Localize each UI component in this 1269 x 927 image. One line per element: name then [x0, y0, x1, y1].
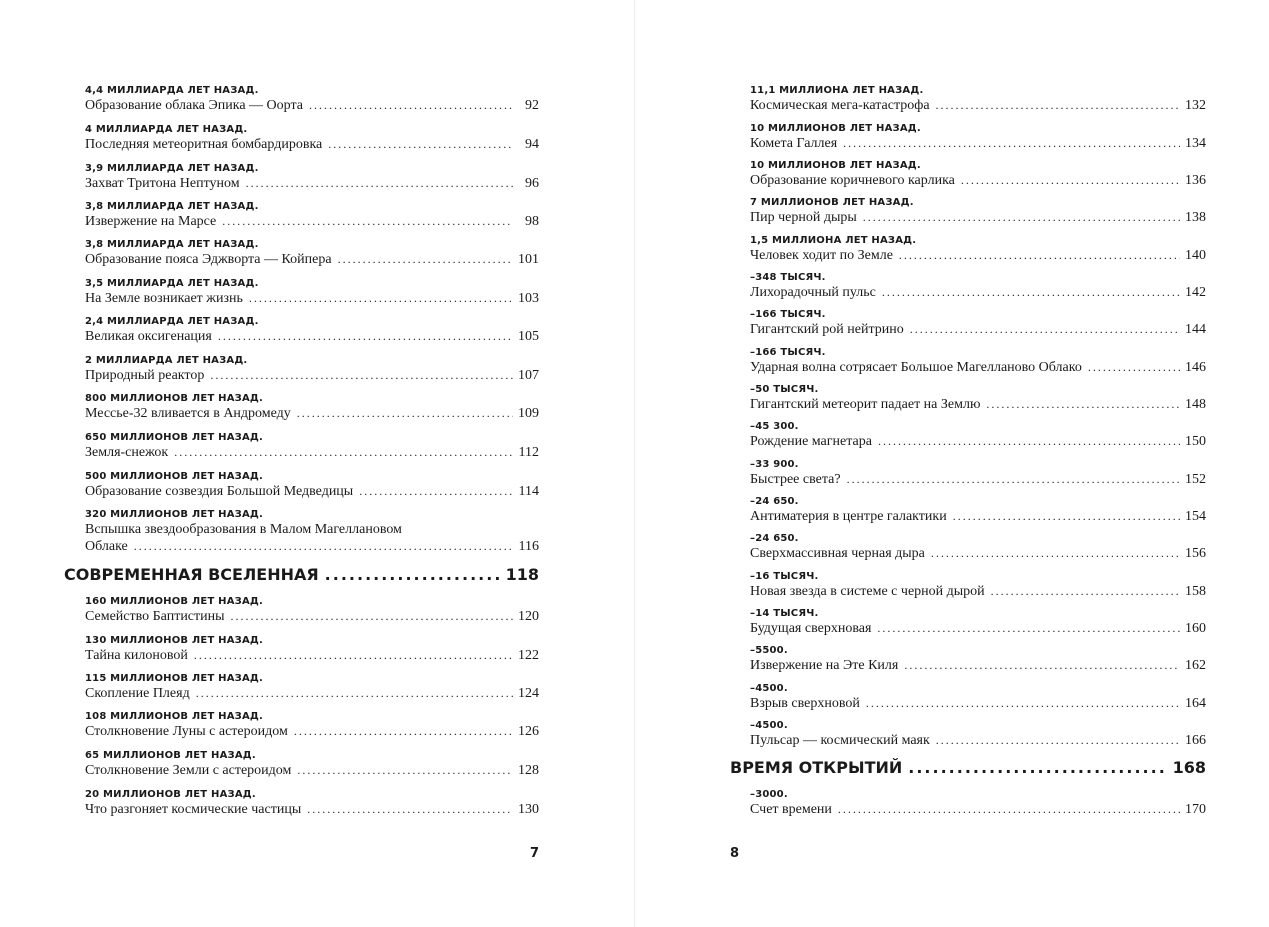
- entry-date-label: 108 МИЛЛИОНОВ ЛЕТ НАЗАД.: [85, 711, 264, 722]
- entry-title: Последняя метеоритная бомбардировка: [85, 137, 323, 152]
- entry-date-label: –348 ТЫСЯЧ.: [750, 272, 826, 283]
- entry-date-label: 2 МИЛЛИАРДА ЛЕТ НАЗАД.: [85, 355, 248, 366]
- leader-dots: [877, 620, 1180, 637]
- entry-title-line1[interactable]: Вспышка звездообразования в Малом Магеллановом: [85, 522, 402, 537]
- entry-page-number: 98: [525, 214, 539, 229]
- entry-page-number: 116: [518, 539, 539, 554]
- leader-dots: [936, 97, 1180, 114]
- leader-dots: [838, 801, 1180, 818]
- leader-dots: [196, 685, 513, 702]
- toc-link[interactable]: [750, 508, 1206, 525]
- entry-page-number: 138: [1185, 210, 1206, 225]
- toc-link[interactable]: [85, 175, 539, 192]
- toc-link[interactable]: [750, 620, 1206, 637]
- leader-dots: [953, 508, 1180, 525]
- toc-link[interactable]: [85, 538, 539, 555]
- section-title: ВРЕМЯ ОТКРЫТИЙ: [730, 758, 903, 777]
- entry-title: Земля-снежок: [85, 445, 169, 460]
- left-page: [0, 0, 634, 927]
- entry-title: Образование пояса Эджворта — Койпера: [85, 252, 332, 267]
- entry-page-number: 130: [518, 802, 539, 817]
- entry-date-label: 3,9 МИЛЛИАРДА ЛЕТ НАЗАД.: [85, 163, 259, 174]
- toc-link[interactable]: [750, 396, 1206, 413]
- entry-date-label: 10 МИЛЛИОНОВ ЛЕТ НАЗАД.: [750, 160, 921, 171]
- entry-title: Столкновение Луны с астероидом: [85, 724, 288, 739]
- toc-link[interactable]: [750, 545, 1206, 562]
- toc-entry: [85, 509, 539, 555]
- entry-date-label: 500 МИЛЛИОНОВ ЛЕТ НАЗАД.: [85, 471, 264, 482]
- toc-entry: [750, 683, 1206, 712]
- toc-link[interactable]: [85, 801, 539, 818]
- entry-title: Тайна килоновой: [85, 648, 188, 663]
- toc-link[interactable]: [85, 251, 539, 268]
- leader-dots: [866, 695, 1180, 712]
- entry-page-number: 96: [525, 176, 539, 191]
- entry-page-number: 140: [1185, 248, 1206, 263]
- entry-page-number: 148: [1185, 397, 1206, 412]
- leader-dots: [297, 405, 513, 422]
- leader-dots: [174, 444, 513, 461]
- entry-date-label: 11,1 МИЛЛИОНА ЛЕТ НАЗАД.: [750, 85, 924, 96]
- leader-dots: [899, 247, 1180, 264]
- toc-link[interactable]: [750, 135, 1206, 152]
- toc-link[interactable]: [750, 209, 1206, 226]
- toc-link[interactable]: [750, 247, 1206, 264]
- toc-entry: [85, 673, 539, 702]
- leader-dots: [338, 251, 513, 268]
- leader-dots: [294, 723, 513, 740]
- entry-title: Извержение на Марсе: [85, 214, 217, 229]
- toc-entry: [750, 197, 1206, 226]
- toc-entry: [85, 789, 539, 818]
- entry-page-number: 152: [1185, 472, 1206, 487]
- entry-page-number: 166: [1185, 733, 1206, 748]
- entry-date-label: 10 МИЛЛИОНОВ ЛЕТ НАЗАД.: [750, 123, 921, 134]
- entry-date-label: 3,5 МИЛЛИАРДА ЛЕТ НАЗАД.: [85, 278, 259, 289]
- toc-entry: [750, 160, 1206, 189]
- toc-entry: [85, 201, 539, 230]
- leader-dots: [328, 136, 513, 153]
- toc-link[interactable]: [750, 97, 1206, 114]
- entry-title: Мессье-32 вливается в Андромеду: [85, 406, 291, 421]
- toc-entry: [85, 471, 539, 500]
- leader-dots: [222, 213, 513, 230]
- entry-title: Лихорадочный пульс: [750, 285, 876, 300]
- entry-title: Рождение магнетара: [750, 434, 872, 449]
- entry-title: Великая оксигенация: [85, 329, 212, 344]
- toc-entry: [750, 720, 1206, 749]
- leader-dots: [910, 321, 1180, 338]
- entry-page-number: 103: [518, 291, 539, 306]
- toc-link[interactable]: [750, 732, 1206, 749]
- toc-link[interactable]: [85, 444, 539, 461]
- leader-dots: [231, 608, 513, 625]
- entry-date-label: –3000.: [750, 789, 788, 800]
- toc-entry: [85, 85, 539, 114]
- toc-link[interactable]: [750, 471, 1206, 488]
- entry-title: Комета Галлея: [750, 136, 838, 151]
- toc-link[interactable]: [750, 284, 1206, 301]
- entry-date-label: 130 МИЛЛИОНОВ ЛЕТ НАЗАД.: [85, 635, 264, 646]
- entry-title: Антиматерия в центре галактики: [750, 509, 947, 524]
- section-page-number: 118: [505, 565, 539, 584]
- entry-title: Что разгоняет космические частицы: [85, 802, 302, 817]
- entry-date-label: –50 ТЫСЯЧ.: [750, 384, 819, 395]
- toc-link[interactable]: [85, 762, 539, 779]
- toc-entry: [750, 608, 1206, 637]
- entry-title: Облаке: [85, 539, 128, 554]
- right-page: [635, 0, 1269, 927]
- entry-page-number: 162: [1185, 658, 1206, 673]
- toc-link[interactable]: [750, 801, 1206, 818]
- entry-date-label: –24 650.: [750, 496, 799, 507]
- entry-date-label: –4500.: [750, 720, 788, 731]
- entry-title: Космическая мега-катастрофа: [750, 98, 930, 113]
- entry-page-number: 120: [518, 609, 539, 624]
- entry-title: Извержение на Эте Киля: [750, 658, 899, 673]
- entry-title: Семейство Баптистины: [85, 609, 225, 624]
- entry-date-label: –166 ТЫСЯЧ.: [750, 347, 826, 358]
- toc-entry: [85, 750, 539, 779]
- entry-page-number: 94: [525, 137, 539, 152]
- page-number: 8: [730, 846, 740, 861]
- entry-title: Пир черной дыры: [750, 210, 857, 225]
- entry-page-number: 134: [1185, 136, 1206, 151]
- entry-page-number: 122: [518, 648, 539, 663]
- toc-entry: [85, 711, 539, 740]
- entry-title: Скопление Плеяд: [85, 686, 190, 701]
- leader-dots: [878, 433, 1180, 450]
- toc-link[interactable]: [85, 213, 539, 230]
- entry-date-label: 650 МИЛЛИОНОВ ЛЕТ НАЗАД.: [85, 432, 264, 443]
- entry-title: Быстрее света?: [750, 472, 841, 487]
- toc-entry: [85, 432, 539, 461]
- leader-dots: [847, 471, 1180, 488]
- leader-dots: [134, 538, 513, 555]
- entry-date-label: 160 МИЛЛИОНОВ ЛЕТ НАЗАД.: [85, 596, 264, 607]
- leader-dots: [309, 97, 513, 114]
- leader-dots: [194, 647, 513, 664]
- entry-date-label: –4500.: [750, 683, 788, 694]
- entry-date-label: –16 ТЫСЯЧ.: [750, 571, 819, 582]
- entry-page-number: 124: [518, 686, 539, 701]
- toc-link[interactable]: [750, 583, 1206, 600]
- leader-dots: [210, 367, 513, 384]
- toc-link[interactable]: [85, 723, 539, 740]
- toc-entry: [750, 123, 1206, 152]
- leader-dots: [908, 758, 1166, 778]
- entry-title: Образование облака Эпика — Оорта: [85, 98, 303, 113]
- entry-page-number: 170: [1185, 802, 1206, 817]
- entry-date-label: 65 МИЛЛИОНОВ ЛЕТ НАЗАД.: [85, 750, 256, 761]
- entry-page-number: 101: [518, 252, 539, 267]
- entry-title: Взрыв сверхновой: [750, 696, 860, 711]
- entry-date-label: –24 650.: [750, 533, 799, 544]
- entry-date-label: 115 МИЛЛИОНОВ ЛЕТ НАЗАД.: [85, 673, 264, 684]
- entry-page-number: 132: [1185, 98, 1206, 113]
- section-title: СОВРЕМЕННАЯ ВСЕЛЕННАЯ: [64, 565, 319, 584]
- entry-title: Новая звезда в системе с черной дырой: [750, 584, 985, 599]
- entry-date-label: 2,4 МИЛЛИАРДА ЛЕТ НАЗАД.: [85, 316, 259, 327]
- entry-page-number: 154: [1185, 509, 1206, 524]
- toc-link[interactable]: [85, 483, 539, 500]
- entry-page-number: 105: [518, 329, 539, 344]
- leader-dots: [961, 172, 1180, 189]
- entry-page-number: 112: [518, 445, 539, 460]
- entry-date-label: 4,4 МИЛЛИАРДА ЛЕТ НАЗАД.: [85, 85, 259, 96]
- toc-link[interactable]: [750, 433, 1206, 450]
- leader-dots: [904, 657, 1180, 674]
- entry-date-label: 20 МИЛЛИОНОВ ЛЕТ НАЗАД.: [85, 789, 256, 800]
- leader-dots: [936, 732, 1180, 749]
- entry-date-label: –5500.: [750, 645, 788, 656]
- leader-dots: [1088, 359, 1180, 376]
- entry-page-number: 142: [1185, 285, 1206, 300]
- toc-entry: [750, 272, 1206, 301]
- toc-entry: [85, 163, 539, 192]
- toc-entry: [85, 124, 539, 153]
- toc-entry: [750, 789, 1206, 818]
- entry-date-label: 1,5 МИЛЛИОНА ЛЕТ НАЗАД.: [750, 235, 917, 246]
- toc-entry: [750, 384, 1206, 413]
- leader-dots: [991, 583, 1180, 600]
- toc-link[interactable]: [750, 695, 1206, 712]
- section-heading[interactable]: [64, 565, 539, 585]
- entry-title: Ударная волна сотрясает Большое Магелланово Облако: [750, 360, 1082, 375]
- entry-title: Сверхмассивная черная дыра: [750, 546, 925, 561]
- entry-title: Гигантский метеорит падает на Землю: [750, 397, 981, 412]
- entry-page-number: 146: [1185, 360, 1206, 375]
- entry-title: Захват Тритона Нептуном: [85, 176, 240, 191]
- entry-date-label: 4 МИЛЛИАРДА ЛЕТ НАЗАД.: [85, 124, 248, 135]
- toc-link[interactable]: [750, 321, 1206, 338]
- toc-entry: [750, 459, 1206, 488]
- leader-dots: [307, 801, 513, 818]
- entry-page-number: 136: [1185, 173, 1206, 188]
- leader-dots: [931, 545, 1180, 562]
- leader-dots: [246, 175, 513, 192]
- leader-dots: [218, 328, 513, 345]
- toc-entry: [750, 235, 1206, 264]
- toc-link[interactable]: [750, 172, 1206, 189]
- section-page-number: 168: [1172, 758, 1206, 777]
- toc-entry: [750, 309, 1206, 338]
- section-heading[interactable]: [730, 758, 1206, 778]
- leader-dots: [249, 290, 513, 307]
- leader-dots: [843, 135, 1180, 152]
- toc-entry: [85, 278, 539, 307]
- entry-page-number: 144: [1185, 322, 1206, 337]
- toc-link[interactable]: [85, 608, 539, 625]
- toc-entry: [85, 239, 539, 268]
- entry-date-label: 3,8 МИЛЛИАРДА ЛЕТ НАЗАД.: [85, 201, 259, 212]
- entry-date-label: 3,8 МИЛЛИАРДА ЛЕТ НАЗАД.: [85, 239, 259, 250]
- entry-page-number: 164: [1185, 696, 1206, 711]
- entry-page-number: 150: [1185, 434, 1206, 449]
- toc-entry: [750, 533, 1206, 562]
- entry-date-label: –14 ТЫСЯЧ.: [750, 608, 819, 619]
- entry-page-number: 128: [518, 763, 539, 778]
- toc-link[interactable]: [85, 367, 539, 384]
- toc-link[interactable]: [85, 136, 539, 153]
- toc-link[interactable]: [85, 685, 539, 702]
- entry-title: Человек ходит по Земле: [750, 248, 893, 263]
- entry-page-number: 126: [518, 724, 539, 739]
- entry-title: Пульсар — космический маяк: [750, 733, 930, 748]
- entry-title: Образование созвездия Большой Медведицы: [85, 484, 354, 499]
- entry-title: На Земле возникает жизнь: [85, 291, 243, 306]
- toc-entry: [750, 85, 1206, 114]
- entry-page-number: 107: [518, 368, 539, 383]
- toc-entry: [750, 496, 1206, 525]
- leader-dots: [359, 483, 513, 500]
- entry-date-label: 320 МИЛЛИОНОВ ЛЕТ НАЗАД.: [85, 509, 264, 520]
- leader-dots: [325, 565, 500, 585]
- entry-page-number: 114: [518, 484, 539, 499]
- toc-entry: [85, 316, 539, 345]
- toc-entry: [85, 635, 539, 664]
- toc-link[interactable]: [85, 405, 539, 422]
- toc-link[interactable]: [85, 647, 539, 664]
- entry-title: Столкновение Земли с астероидом: [85, 763, 292, 778]
- leader-dots: [297, 762, 513, 779]
- page-number: 7: [530, 846, 540, 861]
- toc-entry: [750, 645, 1206, 674]
- entry-page-number: 158: [1185, 584, 1206, 599]
- entry-date-label: –33 900.: [750, 459, 799, 470]
- toc-entry: [750, 421, 1206, 450]
- entry-title: Счет времени: [750, 802, 832, 817]
- entry-title: Образование коричневого карлика: [750, 173, 955, 188]
- toc-link[interactable]: [85, 97, 539, 114]
- toc-entry: [85, 393, 539, 422]
- toc-link[interactable]: [85, 290, 539, 307]
- entry-date-label: 7 МИЛЛИОНОВ ЛЕТ НАЗАД.: [750, 197, 914, 208]
- entry-date-label: –166 ТЫСЯЧ.: [750, 309, 826, 320]
- entry-page-number: 156: [1185, 546, 1206, 561]
- toc-entry: [750, 347, 1206, 376]
- entry-page-number: 109: [518, 406, 539, 421]
- leader-dots: [863, 209, 1180, 226]
- leader-dots: [986, 396, 1180, 413]
- entry-title: Будущая сверхновая: [750, 621, 872, 636]
- leader-dots: [882, 284, 1180, 301]
- toc-link[interactable]: [750, 359, 1206, 376]
- entry-page-number: 92: [525, 98, 539, 113]
- toc-entry: [750, 571, 1206, 600]
- entry-title: Гигантский рой нейтрино: [750, 322, 904, 337]
- toc-link[interactable]: [750, 657, 1206, 674]
- entry-page-number: 160: [1185, 621, 1206, 636]
- entry-title: Природный реактор: [85, 368, 205, 383]
- toc-link[interactable]: [85, 328, 539, 345]
- entry-date-label: –45 300.: [750, 421, 799, 432]
- toc-entry: [85, 596, 539, 625]
- toc-entry: [85, 355, 539, 384]
- entry-date-label: 800 МИЛЛИОНОВ ЛЕТ НАЗАД.: [85, 393, 264, 404]
